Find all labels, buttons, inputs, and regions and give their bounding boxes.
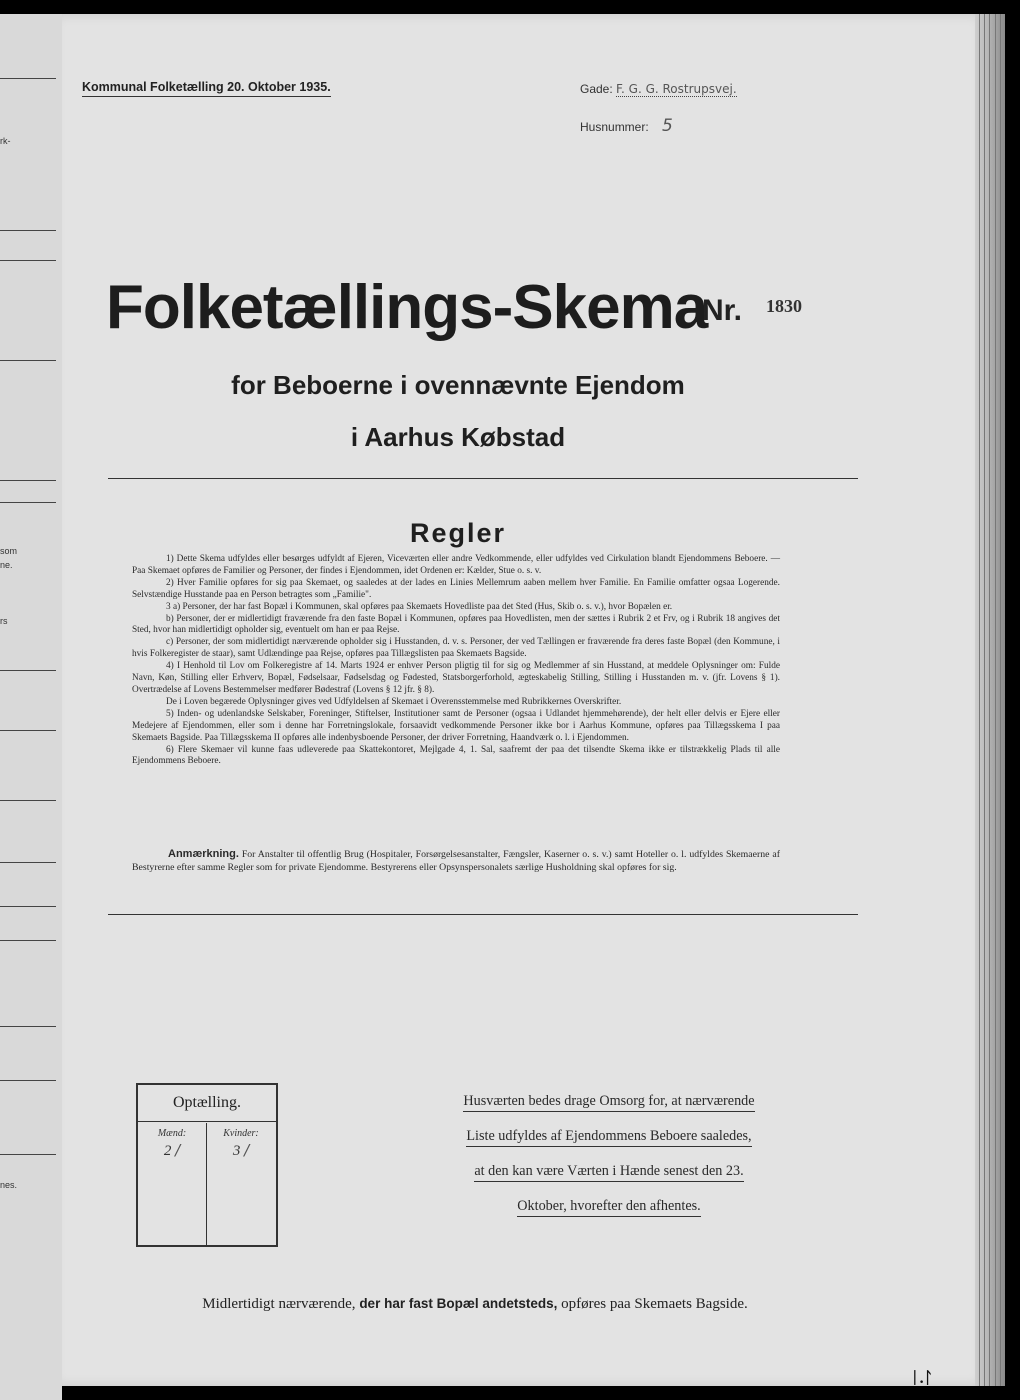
rule-paragraph: 3 a) Personer, der har fast Bopæl i Kommunen, skal opføres paa Skemaets Hovedliste paa det Sted (Hus, Skib o. s. v.), hvor Bopælen er. (166, 601, 673, 612)
margin-rule (0, 1026, 56, 1027)
margin-rule (0, 1080, 56, 1081)
margin-rule (0, 1154, 56, 1155)
address-block (580, 82, 737, 150)
rule-paragraph: 6) Flere Skemaer vil kunne faas udleverede paa Skattekontoret, Mejlgade 4, 1. Sal, saafremt der paa det tilsendte Skema ikke er tilstrækkelig Plads til alle Ejendommens Beboere. (132, 744, 780, 767)
footer-bold: der har fast Bopæl andetsteds, (359, 1296, 558, 1311)
margin-rule (0, 862, 56, 863)
tally-box (136, 1083, 278, 1247)
annotation (132, 848, 780, 874)
notice-line: Liste udfyldes af Ejendommens Beboere saaledes, (466, 1128, 751, 1147)
notice-line: Husværten bedes drage Omsorg for, at nærværende (463, 1093, 754, 1112)
gade-label: Gade: (580, 82, 613, 96)
census-header: Kommunal Folketælling 20. Oktober 1935. (82, 80, 331, 97)
footer-post: opføres paa Skemaets Bagside. (561, 1296, 748, 1312)
margin-fragment: rs (0, 616, 8, 626)
margin-rule (0, 906, 56, 907)
rule-paragraph: b) Personer, der er midlertidigt fraværende fra den faste Bopæl i Kommunen, opføres paa Hovedlisten, men der sættes i Rubrik 2 et Frv, og i Rubrik 18 angives det Sted, hvor han midlertidigt opholder sig, eventuelt om han er paa Rejse. (132, 613, 780, 636)
men-label: Mænd: (157, 1128, 187, 1139)
tally-women-column (207, 1123, 275, 1245)
form-title: Folketællings-Skema (106, 273, 708, 342)
form-subtitle: for Beboerne i ovennævnte Ejendom (231, 370, 685, 400)
footer-pre: Midlertidigt nærværende, (202, 1296, 356, 1312)
form-number-label: Nr. (702, 294, 743, 327)
rules-heading: Regler (409, 518, 507, 548)
husnummer-row (580, 116, 737, 150)
margin-fragment: ne. (0, 560, 13, 570)
margin-fragment: rk- (0, 136, 11, 146)
margin-rule (0, 800, 56, 801)
margin-rule (0, 480, 56, 481)
divider (108, 478, 858, 479)
form-subtitle-city: i Aarhus Købstad (350, 422, 566, 452)
rule-paragraph: 1) Dette Skema udfyldes eller besørges udfyldt af Ejeren, Viceværten eller andre Vedkommende, eller udfyldes ved Cirkulation blandt Ejendommens Beboere. — Paa Skemaet opføres de Familier og Personer, der findes i Ejendommen, idet Ordenen er: Kælder, Stue o. s. v. (132, 554, 780, 576)
margin-rule (0, 670, 56, 671)
women-count: 3 / (232, 1141, 250, 1159)
landlord-notice (440, 1093, 778, 1233)
notice-line: at den kan være Værten i Hænde senest den 23. (474, 1163, 743, 1182)
page-stack-edge (975, 14, 1005, 1386)
footer-note (115, 1296, 835, 1313)
previous-page-edge (0, 14, 62, 1400)
annotation-label: Anmærkning. (168, 848, 239, 860)
margin-fragment: nes. (0, 1180, 18, 1190)
notice-line: Oktober, hvorefter den afhentes. (517, 1198, 700, 1217)
margin-rule (0, 730, 56, 731)
margin-rule (0, 230, 56, 231)
gade-row (580, 82, 737, 116)
margin-rule (0, 502, 56, 503)
gade-value: F. G. G. Rostrupsvej. (616, 82, 737, 96)
rule-paragraph: De i Loven begærede Oplysninger gives ved Udfyldelsen af Skemaet i Overensstemmelse med Rubrikkernes Overskrifter. (166, 696, 622, 707)
margin-rule (0, 260, 56, 261)
margin-rule (0, 940, 56, 941)
rule-paragraph: 5) Inden- og udenlandske Selskaber, Foreninger, Stiftelser, Institutioner samt de Personer (ogsaa i Udlandet hjemmehørende), der helt eller delvis er Ejere eller Medejere af Ejendommen, eller som i denne har Forretningslokale, forsaavidt vedkommende Personer ikke bor i Aarhus Kommune, opføres paa Tillægsskema I paa Skemaets Bagside. Paa Tillægsskema II opføres alle indenbysboende Personer, der driver Forretning, Haandværk o. l. i Ejendommen. (132, 708, 780, 743)
margin-rule (0, 78, 56, 79)
rule-paragraph: 4) I Henhold til Lov om Folkeregistre af 14. Marts 1924 er enhver Person pligtig til for sig og Medlemmer af sin Husstand, at meddele Oplysninger om: Fulde Navn, Køn, Stilling eller Erhverv, Bopæl, Fødselsaar, Fødselsdag og Fødested, Statsborgerforhold, ægteskabelig Stilling, Stilling i Husstanden m. v. (jfr. Lovens § 1). Overtrædelse af Lovens Bestemmelser medfører Bødestraf (Lovens § 12 jfr. § 8). (132, 661, 780, 695)
archive-mark: ᛁ.ᛚ (910, 1370, 934, 1387)
rule-paragraph: 2) Hver Familie opføres for sig paa Skemaet, og saaledes at der lades en Linies Mellemrum aaben mellem hver Familie. En Familie omfatter ogsaa Logerende. Selvstændige Husstande paa en Person betragtes som „Familie". (132, 577, 780, 600)
form-number-value: 1830 (766, 296, 802, 316)
margin-rule (0, 360, 56, 361)
margin-fragment: som (0, 546, 18, 556)
husnummer-value: 5 (662, 116, 673, 136)
rules-text (132, 554, 780, 768)
rule-paragraph: c) Personer, der som midlertidigt nærværende opholder sig i Husstanden, d. v. s. Personer, der ved Tællingen er fraværende fra deres faste Bopæl (den Kommune, i hvis Folkeregister de staar), samt Udlændinge paa Rejse, opføres paa Tillægslisten paa Skemaets Bagside. (132, 637, 780, 660)
annotation-text: For Anstalter til offentlig Brug (Hospitaler, Forsørgelsesanstalter, Fængsler, Kaserner o. s. v.) samt Hoteller o. l. udfyldes Skemaerne af Bestyrerne efter samme Regler som for private Ejendomme. Bestyrerens eller Opsynspersonalets særlige Husholdning skal opføres for sig. (132, 849, 780, 873)
divider (108, 914, 858, 915)
tally-men-column (138, 1123, 207, 1245)
tally-title: Optælling. (138, 1085, 276, 1122)
women-label: Kvinder: (223, 1128, 259, 1139)
husnummer-label: Husnummer: (580, 120, 649, 134)
men-count: 2 / (163, 1141, 181, 1159)
